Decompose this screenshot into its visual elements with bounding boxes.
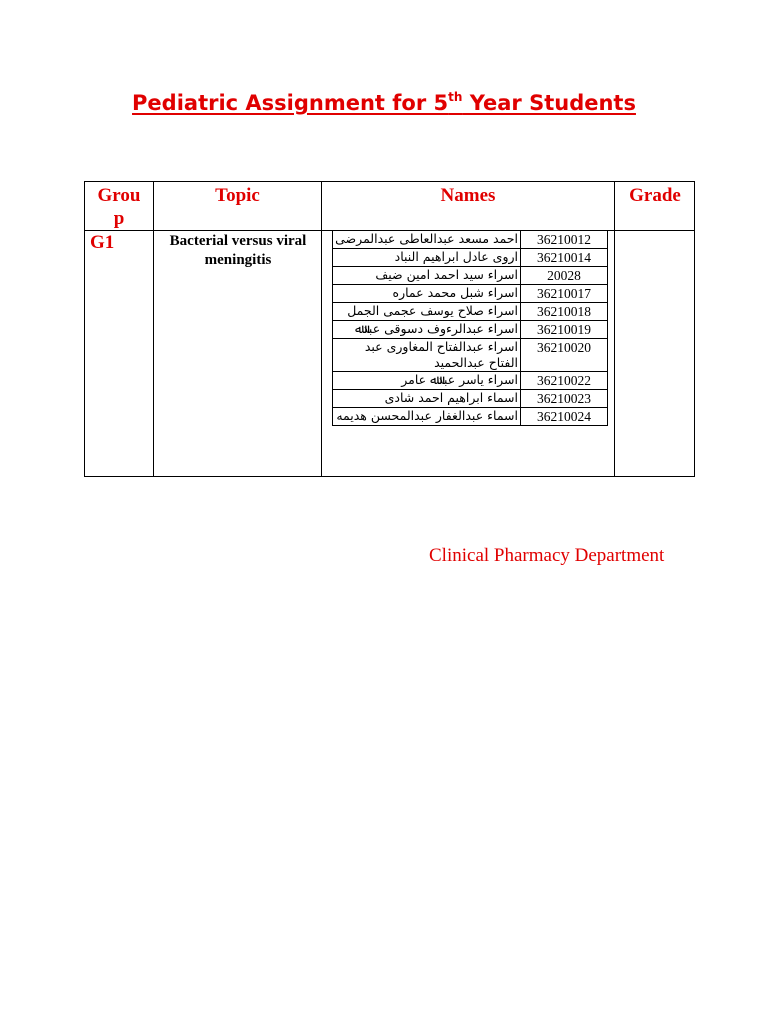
student-name: اسراء شبل محمد عماره [333,285,521,303]
student-name: اسراء ياسر عبدﷲ عامر [333,372,521,390]
student-id: 36210019 [521,321,608,339]
student-name: اسراء عبدالفتاح المغاورى عبد الفتاح عبدالحميد [333,339,521,372]
title-suffix: Year Students [462,91,636,115]
student-name: اسراء صلاح يوسف عجمى الجمل [333,303,521,321]
header-group [86,184,152,230]
student-id: 20028 [521,267,608,285]
table-row [333,339,608,372]
student-id: 36210012 [521,231,608,249]
table-row [333,285,608,303]
student-name: اسماء ابراهيم احمد شادى [333,390,521,408]
table-row [333,372,608,390]
student-id: 36210024 [521,408,608,426]
table-row [333,231,608,249]
student-name: اسراء عبدالرءوف دسوقى عبدﷲ [333,321,521,339]
table-row [333,303,608,321]
header-names: Names [440,185,496,206]
header-group-line1: Grou [97,185,141,206]
title-text: Pediatric Assignment for 5 [132,91,449,115]
header-grade: Grade [629,185,681,206]
column-divider [614,181,615,477]
header-topic: Topic [215,185,260,206]
student-id: 36210023 [521,390,608,408]
students-table [332,230,608,426]
column-divider [321,181,322,477]
student-name: اسماء عبدالغفار عبدالمحسن هديمه [333,408,521,426]
table-row [333,390,608,408]
student-name: اسراء سيد احمد امين ضيف [333,267,521,285]
student-id: 36210017 [521,285,608,303]
student-id: 36210018 [521,303,608,321]
student-name: اروى عادل ابراهيم النباد [333,249,521,267]
department-label: Clinical Pharmacy Department [429,545,665,566]
header-group-line2: p [113,208,125,229]
student-id: 36210022 [521,372,608,390]
table-row [333,249,608,267]
topic-text: Bacterial versus viral meningitis [169,233,307,268]
table-row [333,321,608,339]
student-id: 36210020 [521,339,608,372]
student-id: 36210014 [521,249,608,267]
page-title [0,90,768,115]
table-row [333,267,608,285]
student-name: احمد مسعد عبدالعاطى عبدالمرضى [333,231,521,249]
group-id: G1 [90,232,115,253]
title-superscript: th [448,90,463,104]
table-row [333,408,608,426]
column-divider [153,181,154,477]
